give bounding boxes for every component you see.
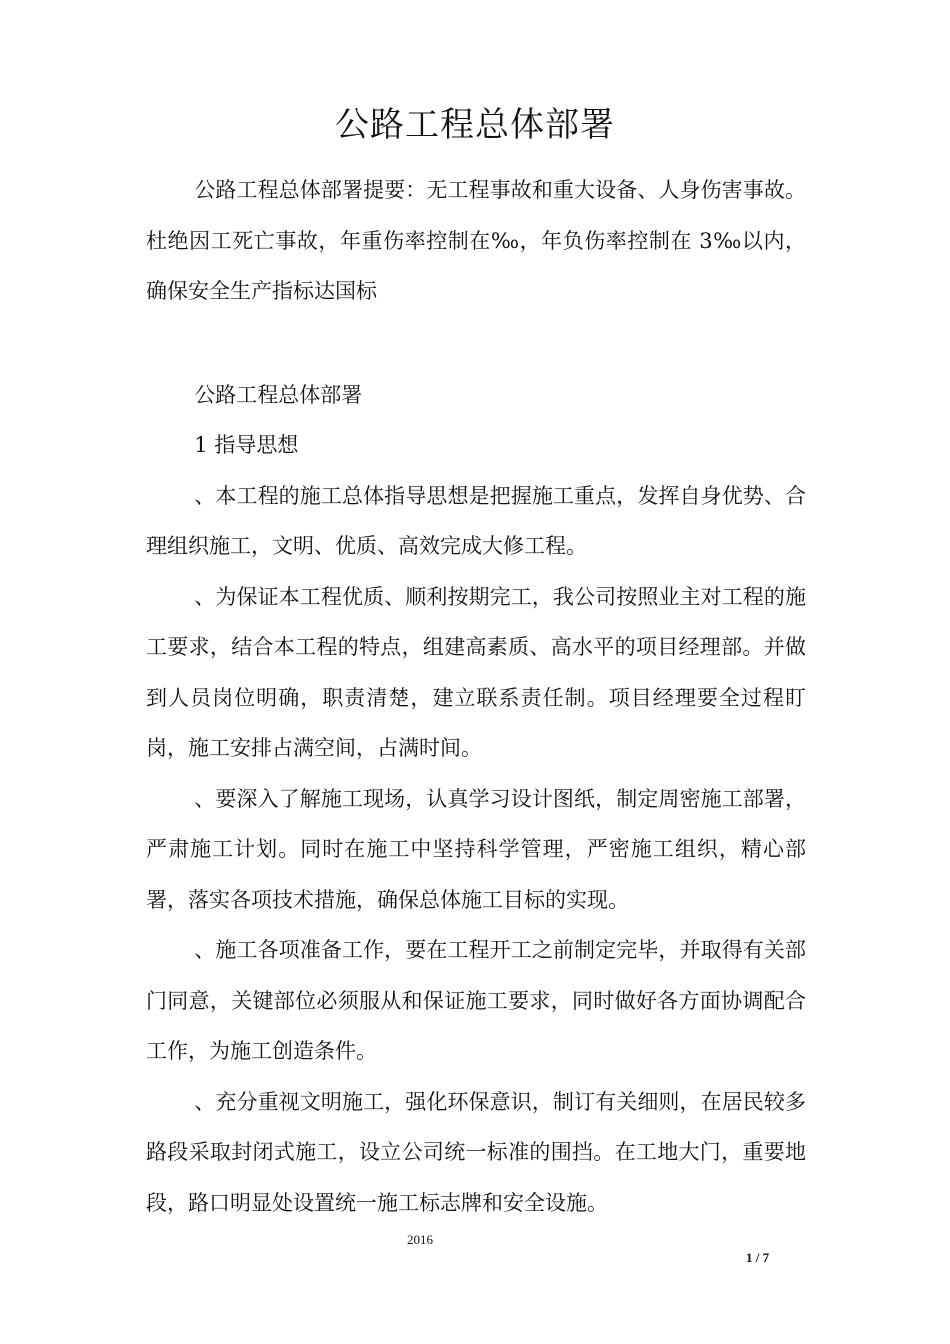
body-paragraph: 、施工各项准备工作，要在工程开工之前制定完毕，并取得有关部门同意，关键部位必须服从和保证施工要求，同时做好各方面协调配合工作，为施工创造条件。 — [146, 938, 806, 1063]
page-title: 公路工程总体部署 — [335, 105, 615, 145]
body-paragraph: 、要深入了解施工现场，认真学习设计图纸，制定周密施工部署，严肃施工计划。同时在施工中坚持科学管理，严密施工组织，精心部署，落实各项技术措施，确保总体施工目标的实现。 — [146, 786, 806, 912]
subsection-heading: 1 指导思想 — [194, 433, 299, 457]
body-paragraph: 、为保证本工程优质、顺利按期完工，我公司按照业主对工程的施工要求，结合本工程的特点，组建高素质、高水平的项目经理部。并做到人员岗位明确，职责清楚，建立联系责任制。项目经理要全过程盯岗，施工安排占满空间，占满时间。 — [146, 584, 806, 760]
body-paragraph: 、充分重视文明施工，强化环保意识，制订有关细则，在居民较多路段采取封闭式施工，设立公司统一标准的围挡。在工地大门，重要地段，路口明显处设置统一施工标志牌和安全设施。 — [146, 1089, 806, 1215]
body-paragraph: 、本工程的施工总体指导思想是把握施工重点，发挥自身优势、合理组织施工，文明、优质、高效完成大修工程。 — [146, 483, 806, 558]
document-body — [146, 165, 806, 1228]
footer-year: 2016 — [407, 1232, 433, 1247]
spacer — [146, 317, 806, 370]
section-heading: 公路工程总体部署 — [194, 382, 363, 407]
summary-paragraph: 公路工程总体部署提要：无工程事故和重大设备、人身伤害事故。杜绝因工死亡事故，年重伤率控制在‰，年负伤率控制在 3‰以内，确保安全生产指标达国标 — [146, 178, 806, 303]
page-number: 1 / 7 — [746, 1250, 770, 1265]
